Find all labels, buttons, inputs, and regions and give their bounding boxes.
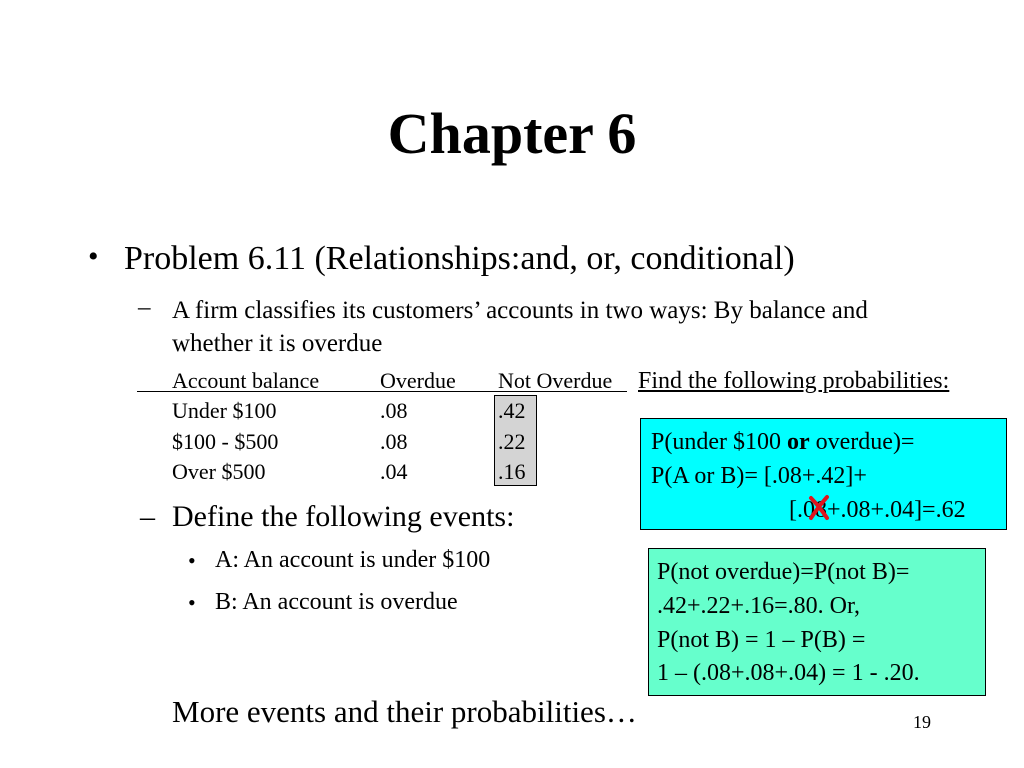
find-probabilities-label: Find the following probabilities: xyxy=(638,368,950,394)
bullet-marker: • xyxy=(88,240,99,273)
table-cell: .08 xyxy=(380,398,408,423)
table-cell: Under $100 xyxy=(172,398,277,423)
table-header-not-overdue: Not Overdue xyxy=(498,368,613,393)
event-b: B: An account is overdue xyxy=(215,589,458,615)
page-number: 19 xyxy=(913,712,931,732)
event-a: A: An account is under $100 xyxy=(215,547,491,573)
table-header-overdue: Overdue xyxy=(380,368,456,393)
bullet-marker: • xyxy=(188,590,196,615)
table-cell: .22 xyxy=(498,429,526,454)
box-line: P(not B) = 1 – P(B) = xyxy=(657,627,866,653)
dash-marker: – xyxy=(140,500,155,533)
table-cell: .04 xyxy=(380,459,408,484)
table-cell: Over $500 xyxy=(172,459,266,484)
box-line: 1 – (.08+.08+.04) = 1 - .20. xyxy=(657,660,920,686)
table-cell: .42 xyxy=(498,398,526,423)
probability-box-not xyxy=(648,548,986,696)
box-text: P(under $100 xyxy=(651,429,787,455)
problem-description: A firm classifies its customers’ accounts in two ways: By balance and whether it is overdue xyxy=(172,297,868,357)
table-header-account-balance: Account balance xyxy=(172,368,320,393)
box-line: .42+.22+.16=.80. Or, xyxy=(657,593,860,619)
define-events-heading: Define the following events: xyxy=(172,500,515,533)
x-mark-icon xyxy=(807,494,831,522)
table-cell: .08 xyxy=(380,429,408,454)
page-title: Chapter 6 xyxy=(387,101,637,166)
dash-marker: – xyxy=(138,294,151,321)
problem-heading: Problem 6.11 (Relationships:and, or, conditional) xyxy=(124,240,795,277)
box-text: overdue)= xyxy=(809,429,915,455)
footer-text: More events and their probabilities… xyxy=(172,694,637,729)
box-bold-text: or xyxy=(786,429,810,455)
box-line xyxy=(651,429,914,456)
box-line: P(not overdue)=P(not B)= xyxy=(657,559,910,585)
bullet-marker: • xyxy=(188,548,196,573)
box-line: P(A or B)= [.08+.42]+ xyxy=(651,463,867,489)
table-cell: .16 xyxy=(498,459,526,484)
box-line: [.08+.08+.04]=.62 xyxy=(789,497,966,523)
table-cell: $100 - $500 xyxy=(172,429,279,454)
